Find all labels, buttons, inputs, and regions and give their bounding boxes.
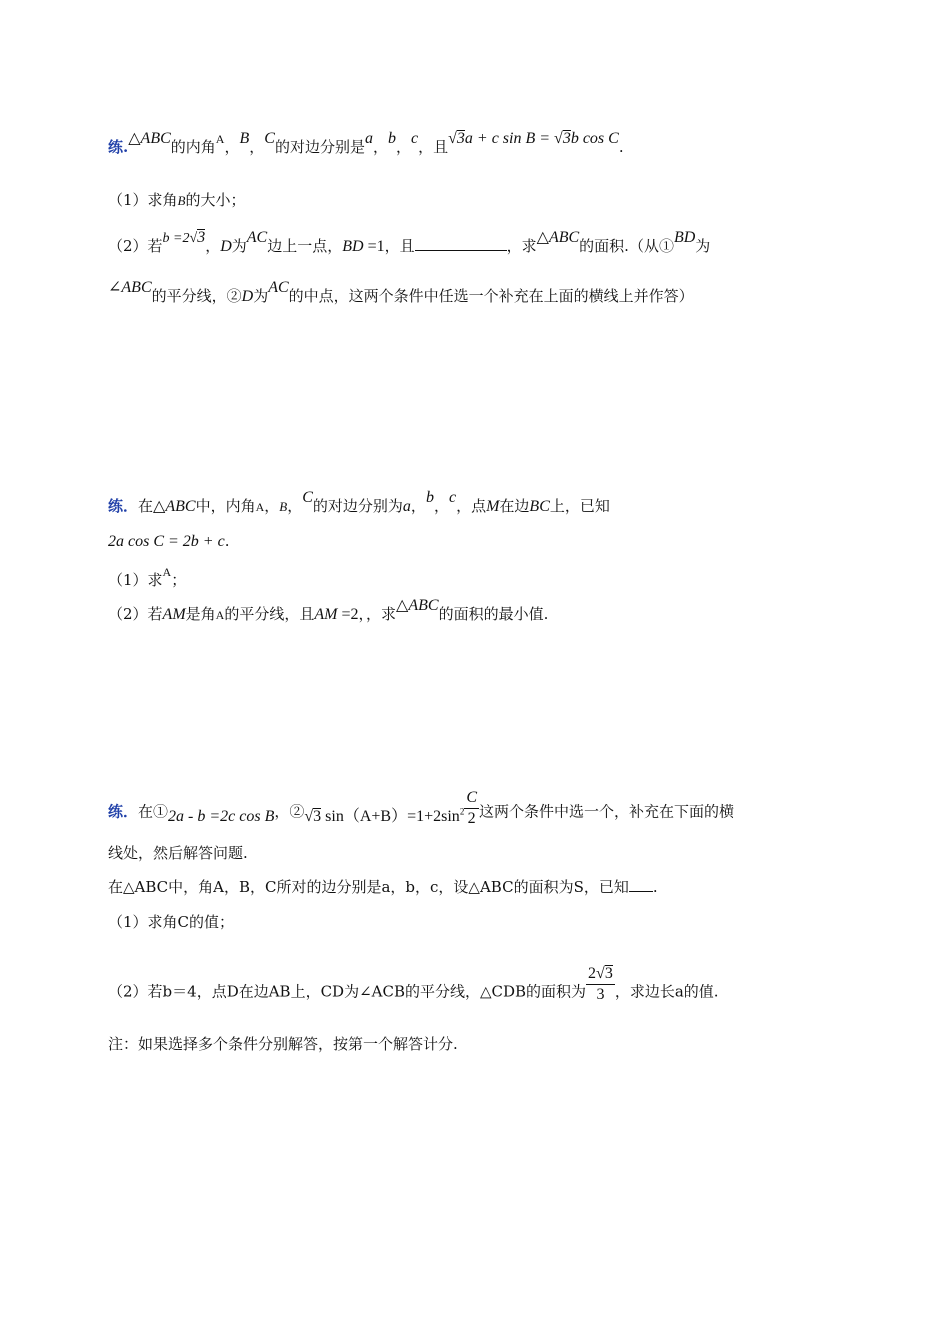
fraction-c-over-2: $\frac{C}{2}$ xyxy=(466,789,477,827)
p1-stem: 练.△ABC的内角$^A$，B，C的对边分别是a，b，c，且√3a + c sin B = √3b cos C. xyxy=(108,130,624,156)
p3-q2: （2）若b＝4，点D在边AB上，CD为∠ACB的平分线，△CDB的面积为 $\frac{2√3}{3}$ ，求边长a的值. xyxy=(108,965,719,1003)
answer-blank[interactable] xyxy=(415,236,507,251)
p2-tag: 练． xyxy=(108,497,139,515)
p2-stem: 练．在△ABC中，内角A，B，C的对边分别为a，b，c，点M在边BC上，已知 xyxy=(108,489,610,515)
p1-q2-cont: ∠ABC的平分线，②D为AC的中点，这两个条件中任选一个补充在上面的横线上并作答） xyxy=(108,279,694,305)
p2-equation: 2a cos C = 2b + c. xyxy=(108,532,230,550)
p3-stem: 练．在①2a - b =2c cos B，②√3 $\sin(A+B)=1+2\sin^2$ $\frac{C}{2}$ 这两个条件中选一个，补充在下面的横 xyxy=(108,789,734,827)
p3-note: 注：如果选择多个条件分别解答，按第一个解答计分. xyxy=(108,1035,458,1053)
p3-q1: （1）求角C的值； xyxy=(108,913,235,931)
p1-condition-equation: √3a + c sin B = √3b cos C xyxy=(448,130,619,147)
fraction-2root3-over-3: $\frac{2√3}{3}$ xyxy=(588,965,613,1003)
p3-stem-line3: 在△ABC中，角A，B，C所对的边分别是a，b，c，设△ABC的面积为S，已知 . xyxy=(108,878,658,896)
p2-q2: （2）若AM是角A的平分线，且AM =2，，求△ABC的面积的最小值. xyxy=(108,597,549,623)
p1-math-triangle: △ABC xyxy=(128,130,171,147)
p3-tag: 练． xyxy=(108,802,139,821)
p1-q1: （1）求角B的大小； xyxy=(108,191,246,209)
p3-stem-line2: 线处，然后解答问题. xyxy=(108,844,248,862)
p2-q1: （1）求$^A$； xyxy=(108,565,187,589)
answer-blank-2[interactable] xyxy=(629,877,653,892)
p1-tag: 练. xyxy=(108,138,129,156)
p1-q2: （2）若b =2√3，D为AC边上一点，BD =1，且 ，求△ABC的面积.（从①BD为 xyxy=(108,229,711,255)
